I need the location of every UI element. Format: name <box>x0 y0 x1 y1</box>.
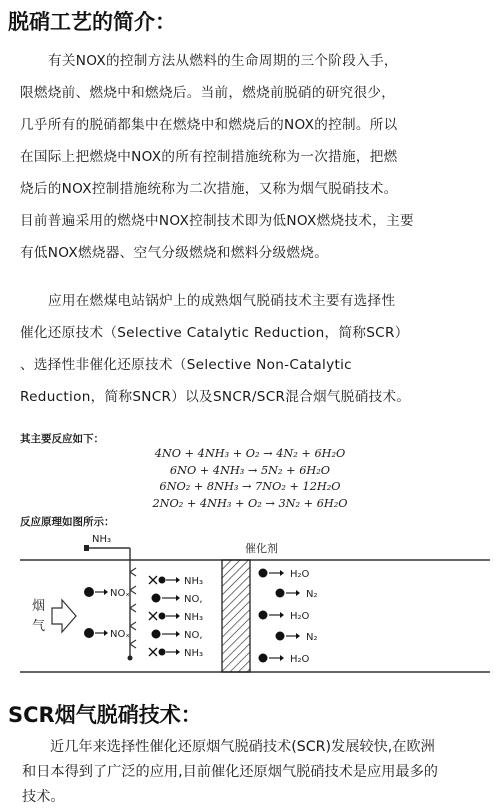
mid-species-row-2 <box>152 594 203 606</box>
text-line: 在国际上把燃烧中NOX的所有控制措施统称为一次措施，把燃 <box>20 149 398 165</box>
flue-gas-label: 烟 <box>32 599 46 614</box>
equation: 2NO₂ + 4NH₃ + O₂ → 3N₂ + 6H₂O <box>152 496 348 510</box>
text-line: 有低NOX燃烧器、空气分级燃烧和燃料分级燃烧。 <box>20 245 329 261</box>
text-line: 应用在燃煤电站锅炉上的成熟烟气脱硝技术主要有选择性 <box>48 293 396 309</box>
intro-paragraph-2 <box>20 285 482 413</box>
out-label: H₂O <box>290 611 310 622</box>
text-line: 和日本得到了广泛的应用,目前催化还原烟气脱硝技术是应用最多的 <box>22 764 438 780</box>
outlet-row-2 <box>276 589 318 601</box>
inlet-label: NOₓ <box>110 629 130 640</box>
reaction-equations <box>140 446 360 512</box>
intro-paragraph-1 <box>20 45 482 269</box>
mid-species-row-5 <box>149 648 203 659</box>
outlet-row-1 <box>259 569 310 581</box>
nozzle-end <box>128 656 133 661</box>
inlet-nox-1 <box>84 587 130 599</box>
text-line: 目前普遍采用的燃烧中NOX控制技术即为低NOX燃烧技术，主要 <box>20 213 414 229</box>
mid-label: NO, <box>184 630 203 641</box>
injection-nozzles <box>130 568 136 648</box>
mid-label: NH₃ <box>184 612 204 623</box>
mid-label: NH₃ <box>184 648 204 659</box>
text-line: 有关NOX的控制方法从燃料的生命周期的三个阶段入手， <box>48 53 398 69</box>
scr-reaction-diagram <box>0 528 500 688</box>
text-line: 限燃烧前、燃烧中和燃烧后。当前，燃烧前脱硝的研究很少， <box>20 85 396 101</box>
outlet-row-5 <box>259 654 310 666</box>
flue-gas-arrow-icon <box>52 600 76 632</box>
outlet-row-3 <box>259 611 310 623</box>
catalyst-bed <box>222 560 250 672</box>
mid-label: NO, <box>184 594 203 605</box>
out-label: N₂ <box>306 632 318 643</box>
out-label: H₂O <box>290 654 310 665</box>
text-line: 几乎所有的脱硝都集中在燃烧中和燃烧后的NOX的控制。所以 <box>20 117 398 133</box>
text-line: 近几年来选择性催化还原烟气脱硝技术(SCR)发展较快,在欧洲 <box>50 739 435 755</box>
nh3-label: NH₃ <box>92 534 112 545</box>
section-title-scr: SCR烟气脱硝技术： <box>8 703 202 727</box>
equation: 4NO + 4NH₃ + O₂ → 4N₂ + 6H₂O <box>154 447 346 460</box>
section-title-intro: 脱硝工艺的简介： <box>8 10 176 34</box>
catalyst-label: 催化剂 <box>245 542 278 555</box>
text-line: 、选择性非催化还原技术（Selective Non-Catalytic <box>20 357 352 373</box>
mid-label: NH₃ <box>184 576 204 587</box>
scr-paragraph <box>22 735 492 810</box>
equation: 6NO + 4NH₃ → 5N₂ + 6H₂O <box>169 463 331 477</box>
nh3-inlet-marker <box>84 545 89 551</box>
out-label: H₂O <box>290 569 310 580</box>
outlet-row-4 <box>276 632 318 644</box>
out-label: N₂ <box>306 589 318 600</box>
mid-species-row-3 <box>149 612 203 623</box>
mid-species-row-4 <box>152 630 203 642</box>
text-line: 催化还原技术（Selective Catalytic Reduction，简称SCR） <box>20 325 409 341</box>
equation: 6NO₂ + 8NH₃ → 7NO₂ + 12H₂O <box>159 480 341 493</box>
mid-species-row-1 <box>149 576 203 587</box>
reactions-heading: 其主要反应如下： <box>20 433 104 445</box>
inlet-nox-2 <box>84 628 130 640</box>
diagram-heading: 反应原理如图所示： <box>20 516 115 528</box>
flue-gas-label: 气 <box>32 619 46 634</box>
text-line: 烧后的NOX控制措施统称为二次措施，又称为烟气脱硝技术。 <box>20 181 398 197</box>
inlet-label: NOₓ <box>110 588 130 599</box>
text-line: Reduction，简称SNCR）以及SNCR/SCR混合烟气脱硝技术。 <box>20 389 411 405</box>
text-line: 技术。 <box>22 789 65 805</box>
